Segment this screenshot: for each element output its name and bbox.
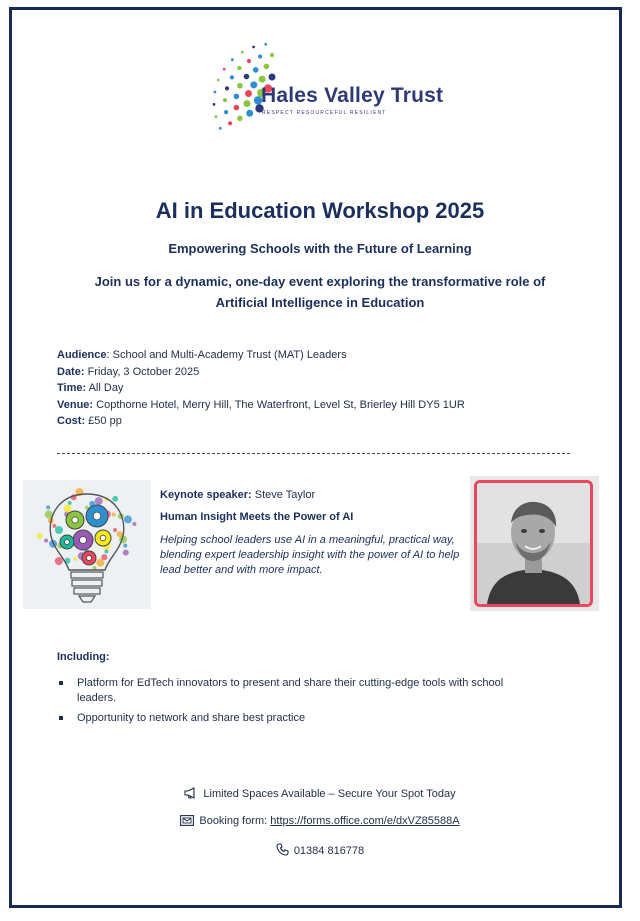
lightbulb-brain-image [23, 480, 151, 609]
spaces-text: Limited Spaces Available – Secure Your Spot Today [203, 788, 456, 800]
keynote-speaker: Keynote speaker: Steve Taylor [160, 489, 316, 501]
lightbulb-icon [23, 480, 151, 609]
event-details [57, 347, 465, 430]
logo-title: Hales Valley Trust [261, 84, 444, 107]
detail-audience: Audience: School and Multi-Academy Trust (MAT) Leaders [57, 349, 347, 361]
speaker-photo [474, 480, 593, 607]
page-subtitle: Empowering Schools with the Future of Learning [168, 241, 472, 256]
booking-label: Booking form: [199, 815, 271, 827]
page-title: AI in Education Workshop 2025 [155, 198, 485, 223]
speaker-info [160, 489, 460, 578]
event-intro: Join us for a dynamic, one-day event exploring the transformative role of Artificial Intelligence in Education [94, 274, 546, 310]
talk-title: Human Insight Meets the Power of AI [160, 511, 354, 523]
detail-time: Time: All Day [57, 382, 124, 394]
detail-venue: Venue: Copthorne Hotel, Merry Hill, The Waterfront, Level St, Brierley Hill DY5 1UR [57, 398, 465, 411]
detail-cost: Cost: £50 pp [57, 415, 122, 427]
logo-tagline: RESPECT RESOURCEFUL RESILIENT [262, 110, 387, 116]
detail-date: Date: Friday, 3 October 2025 [57, 365, 200, 378]
booking-line [0, 815, 640, 827]
phone-number: 01384 816778 [293, 845, 365, 857]
phone-line [0, 843, 640, 857]
including-heading: Including: [57, 651, 110, 663]
list-item: Platform for EdTech innovators to present and share their cutting-edge tools with school leaders. [57, 676, 537, 706]
booking-link[interactable]: https://forms.office.com/e/dxVZ85588A [270, 815, 460, 827]
phone-icon [276, 843, 289, 856]
spaces-notice [0, 787, 640, 800]
form-icon [180, 815, 194, 826]
trust-logo [202, 27, 462, 177]
including-list [57, 676, 537, 731]
talk-description: Helping school leaders use AI in a meaningful, practical way, blending expert leadership insight with the power of AI to help lead better and with more impact. [160, 534, 460, 576]
speaker-photo-frame [470, 476, 599, 611]
list-item: Opportunity to network and share best practice [57, 711, 537, 726]
divider [57, 453, 570, 454]
megaphone-icon [184, 787, 198, 799]
